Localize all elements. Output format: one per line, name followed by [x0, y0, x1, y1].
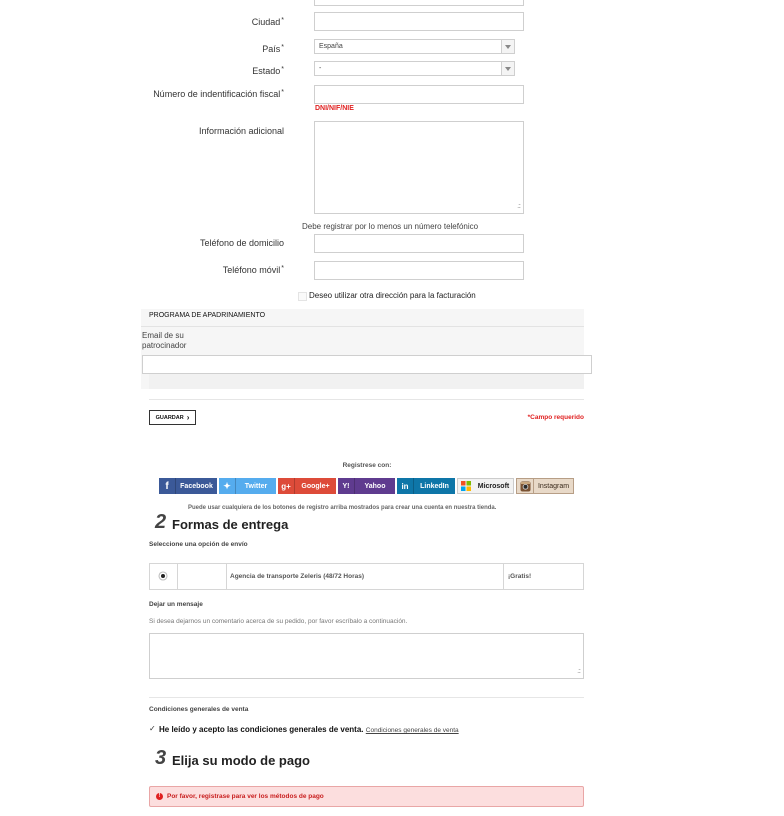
- sponsor-email-label: Email de su patrocinador: [142, 331, 187, 350]
- section-divider: [149, 399, 584, 400]
- terms-checkbox[interactable]: ✓: [149, 724, 156, 733]
- state-select-value: -: [319, 65, 322, 72]
- microsoft-button[interactable]: [457, 478, 514, 494]
- chevron-down-icon[interactable]: [501, 40, 514, 53]
- mobile-phone-label: [84, 265, 284, 275]
- google-plus-button[interactable]: [278, 478, 336, 494]
- additional-info-label: Información adicional: [198, 126, 284, 136]
- required-mark: *: [281, 66, 284, 73]
- required-note: *Campo requerido: [527, 414, 584, 421]
- save-button-label: GUARDAR: [155, 414, 184, 421]
- carrier-logo-cell: [177, 564, 227, 589]
- additional-info-textarea[interactable]: [314, 121, 524, 214]
- linkedin-label: LinkedIn: [420, 482, 449, 490]
- instagram-button[interactable]: [516, 478, 574, 494]
- google-plus-icon: g+: [278, 478, 295, 494]
- sponsor-inner-bar: [149, 374, 584, 389]
- twitter-label: Twitter: [244, 482, 268, 490]
- tax-id-label: [84, 89, 284, 99]
- facebook-button[interactable]: [159, 478, 217, 494]
- tax-id-label-text: Número de indentificación fiscal: [153, 89, 281, 99]
- required-mark: *: [281, 265, 284, 272]
- social-title: Registrese con:: [342, 462, 392, 469]
- linkedin-button[interactable]: [397, 478, 455, 494]
- terms-title: Condiciones generales de venta: [149, 706, 249, 713]
- message-textarea[interactable]: [149, 633, 584, 679]
- chevron-down-icon[interactable]: [501, 62, 514, 75]
- sponsor-email-input[interactable]: [142, 355, 592, 374]
- phone-notice: Debe registrar por lo menos un número telefónico: [302, 222, 479, 231]
- required-mark: *: [281, 17, 284, 24]
- instagram-label: Instagram: [537, 482, 570, 490]
- twitter-icon: ✦: [219, 478, 236, 494]
- terms-label: [159, 725, 459, 734]
- state-label: [84, 66, 284, 76]
- home-phone-input[interactable]: [314, 234, 524, 253]
- shipping-select-label: Seleccione una opción de envío: [149, 541, 248, 548]
- country-label: [84, 44, 284, 54]
- microsoft-label: Microsoft: [477, 482, 510, 490]
- state-label-text: Estado: [252, 66, 281, 76]
- facebook-label: Facebook: [180, 482, 213, 490]
- step-2-number: 2: [155, 511, 167, 533]
- address-input-partial[interactable]: [314, 0, 524, 6]
- country-label-text: País: [262, 44, 281, 54]
- message-hint: Si desea dejarnos un comentario acerca de su pedido, por favor escríbalo a continuación.: [149, 618, 408, 625]
- resize-handle-icon[interactable]: .::: [577, 668, 580, 675]
- billing-checkbox[interactable]: [298, 292, 307, 301]
- terms-divider: [149, 697, 584, 698]
- message-title: Dejar un mensaje: [149, 601, 203, 608]
- linkedin-icon: in: [397, 478, 414, 494]
- required-mark: *: [281, 44, 284, 51]
- billing-checkbox-label: Deseo utilizar otra dirección para la facturación: [309, 291, 476, 300]
- mobile-phone-input[interactable]: [314, 261, 524, 280]
- mobile-phone-label-text: Teléfono móvil: [222, 265, 281, 275]
- terms-link[interactable]: Condiciones generales de venta: [365, 727, 459, 734]
- city-input[interactable]: [314, 12, 524, 31]
- carrier-radio-cell[interactable]: [150, 564, 178, 589]
- yahoo-icon: Y!: [338, 478, 355, 494]
- required-mark: *: [281, 89, 284, 96]
- instagram-icon: [517, 478, 534, 494]
- chevron-right-icon: ›: [186, 413, 190, 422]
- yahoo-label: Yahoo: [364, 482, 386, 490]
- tax-id-hint: DNI/NIF/NIE: [315, 105, 354, 112]
- sponsor-title: PROGRAMA DE APADRINAMIENTO: [149, 312, 266, 319]
- facebook-icon: f: [159, 478, 176, 494]
- city-label: [84, 17, 284, 27]
- step-2-title: Formas de entrega: [172, 517, 289, 532]
- error-icon: !: [156, 793, 163, 800]
- google-plus-label: Google+: [301, 482, 330, 490]
- country-select-value: España: [319, 43, 343, 50]
- state-select[interactable]: [314, 61, 515, 76]
- city-label-text: Ciudad: [251, 17, 281, 27]
- payment-alert-text: Por favor, registrase para ver los métodos de pago: [167, 793, 324, 800]
- yahoo-button[interactable]: [338, 478, 395, 494]
- carrier-name: Agencia de transporte Zeleris (48/72 Horas): [230, 573, 365, 580]
- carrier-radio[interactable]: [161, 574, 165, 578]
- tax-id-input[interactable]: [314, 85, 524, 104]
- home-phone-label: Teléfono de domicilio: [199, 238, 284, 248]
- carrier-table: [149, 563, 584, 590]
- resize-handle-icon[interactable]: .::: [517, 203, 520, 210]
- carrier-price-cell: [503, 564, 504, 589]
- save-button[interactable]: [149, 410, 196, 425]
- step-3-number: 3: [155, 747, 167, 769]
- terms-label-text: He leído y acepto las condiciones generales de venta.: [159, 725, 364, 734]
- microsoft-icon: [458, 478, 474, 494]
- payment-alert: [149, 786, 584, 807]
- twitter-button[interactable]: [219, 478, 276, 494]
- social-note: Puede usar cualquiera de los botones de registro arriba mostrados para crear una cuenta en nuestra tienda.: [188, 505, 497, 511]
- country-select[interactable]: [314, 39, 515, 54]
- sponsor-divider: [141, 326, 584, 327]
- carrier-price: ¡Gratis!: [508, 573, 532, 580]
- step-3-title: Elija su modo de pago: [172, 753, 310, 768]
